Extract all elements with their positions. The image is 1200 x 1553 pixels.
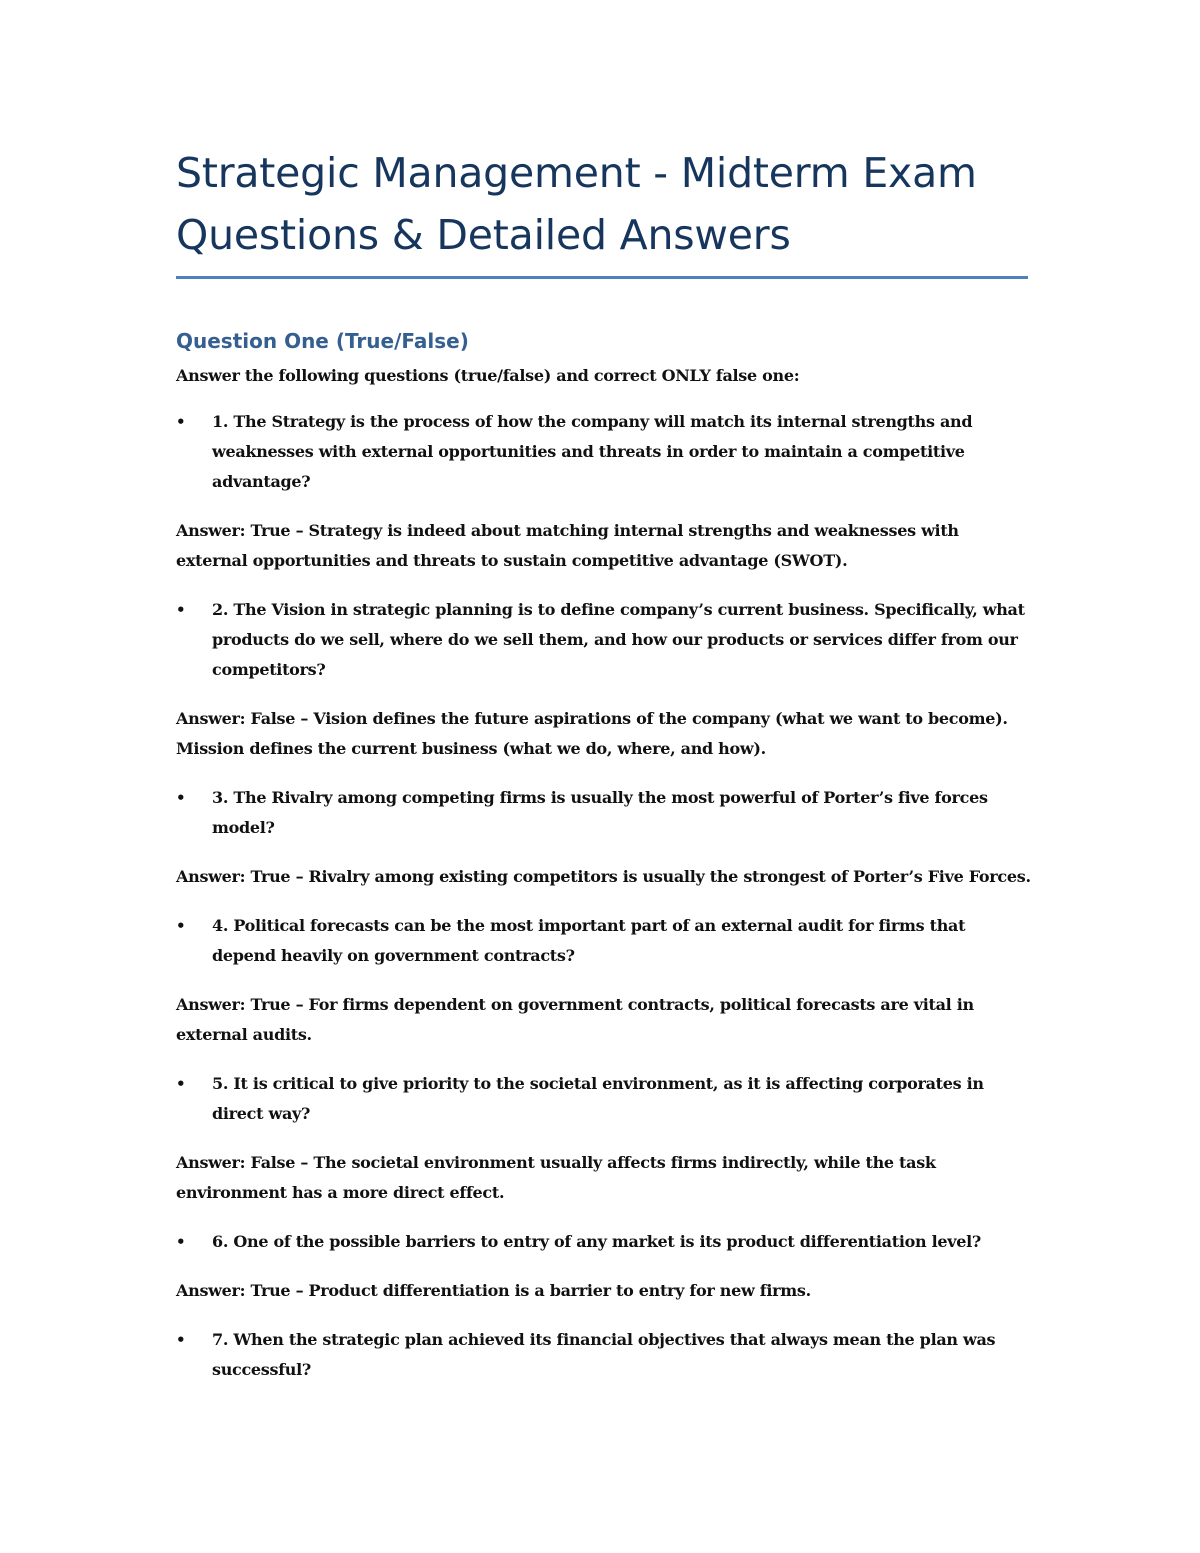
answer-5: Answer: False – The societal environment usually affects firms indirectly, while the task environment has a more direct effect. bbox=[176, 1153, 936, 1202]
question-text: 3. The Rivalry among competing firms is usually the most powerful of Porter’s five forces model? bbox=[212, 788, 988, 837]
bullet-icon: • bbox=[176, 789, 186, 807]
bullet-icon: • bbox=[176, 601, 186, 619]
section-heading: Question One (True/False) bbox=[176, 329, 469, 353]
answer-2: Answer: False – Vision defines the future aspirations of the company (what we want to become). Mission defines the current business (what we do, where, and how). bbox=[176, 709, 1008, 758]
answer-3: Answer: True – Rivalry among existing competitors is usually the strongest of Porter’s Five Forces. bbox=[176, 867, 1031, 886]
question-5 bbox=[176, 1069, 1032, 1129]
list-item bbox=[176, 595, 1036, 764]
question-text: 5. It is critical to give priority to the societal environment, as it is affecting corporates in direct way? bbox=[212, 1074, 984, 1123]
bullet-icon: • bbox=[176, 1233, 186, 1251]
list-item bbox=[176, 783, 1036, 892]
list-item bbox=[176, 407, 1036, 576]
instructions: Answer the following questions (true/false) and correct ONLY false one: bbox=[176, 366, 800, 385]
title-line-2: Questions & Detailed Answers bbox=[176, 211, 791, 259]
question-6 bbox=[176, 1227, 1032, 1257]
bullet-icon: • bbox=[176, 413, 186, 431]
question-text: 7. When the strategic plan achieved its financial objectives that always mean the plan was successful? bbox=[212, 1330, 996, 1379]
question-1 bbox=[176, 407, 1032, 497]
list-item bbox=[176, 1325, 1036, 1385]
list-item bbox=[176, 1227, 1036, 1306]
question-text: 6. One of the possible barriers to entry of any market is its product differentiation level? bbox=[212, 1232, 981, 1251]
title-underline bbox=[176, 276, 1028, 279]
answer-1: Answer: True – Strategy is indeed about matching internal strengths and weaknesses with external opportunities and threats to sustain competitive advantage (SWOT). bbox=[176, 521, 959, 570]
question-text: 2. The Vision in strategic planning is to define company’s current business. Specifically, what products do we sell, where do we sell them, and how our products or services differ from our competitors? bbox=[212, 600, 1025, 679]
title-line-1: Strategic Management - Midterm Exam bbox=[176, 149, 977, 197]
question-text: 1. The Strategy is the process of how the company will match its internal strengths and weaknesses with external opportunities and threats in order to maintain a competitive advantage? bbox=[212, 412, 973, 491]
list-item bbox=[176, 1069, 1036, 1208]
question-3 bbox=[176, 783, 1032, 843]
question-7 bbox=[176, 1325, 1032, 1385]
question-list bbox=[176, 407, 1036, 1385]
answer-6: Answer: True – Product differentiation is a barrier to entry for new firms. bbox=[176, 1281, 811, 1300]
bullet-icon: • bbox=[176, 1331, 186, 1349]
question-text: 4. Political forecasts can be the most important part of an external audit for firms that depend heavily on government contracts? bbox=[212, 916, 966, 965]
answer-4: Answer: True – For firms dependent on government contracts, political forecasts are vital in external audits. bbox=[176, 995, 974, 1044]
document-title bbox=[176, 0, 1036, 266]
question-2 bbox=[176, 595, 1032, 685]
bullet-icon: • bbox=[176, 1075, 186, 1093]
bullet-icon: • bbox=[176, 917, 186, 935]
list-item bbox=[176, 911, 1036, 1050]
question-4 bbox=[176, 911, 1032, 971]
document-page bbox=[176, 0, 1036, 1404]
